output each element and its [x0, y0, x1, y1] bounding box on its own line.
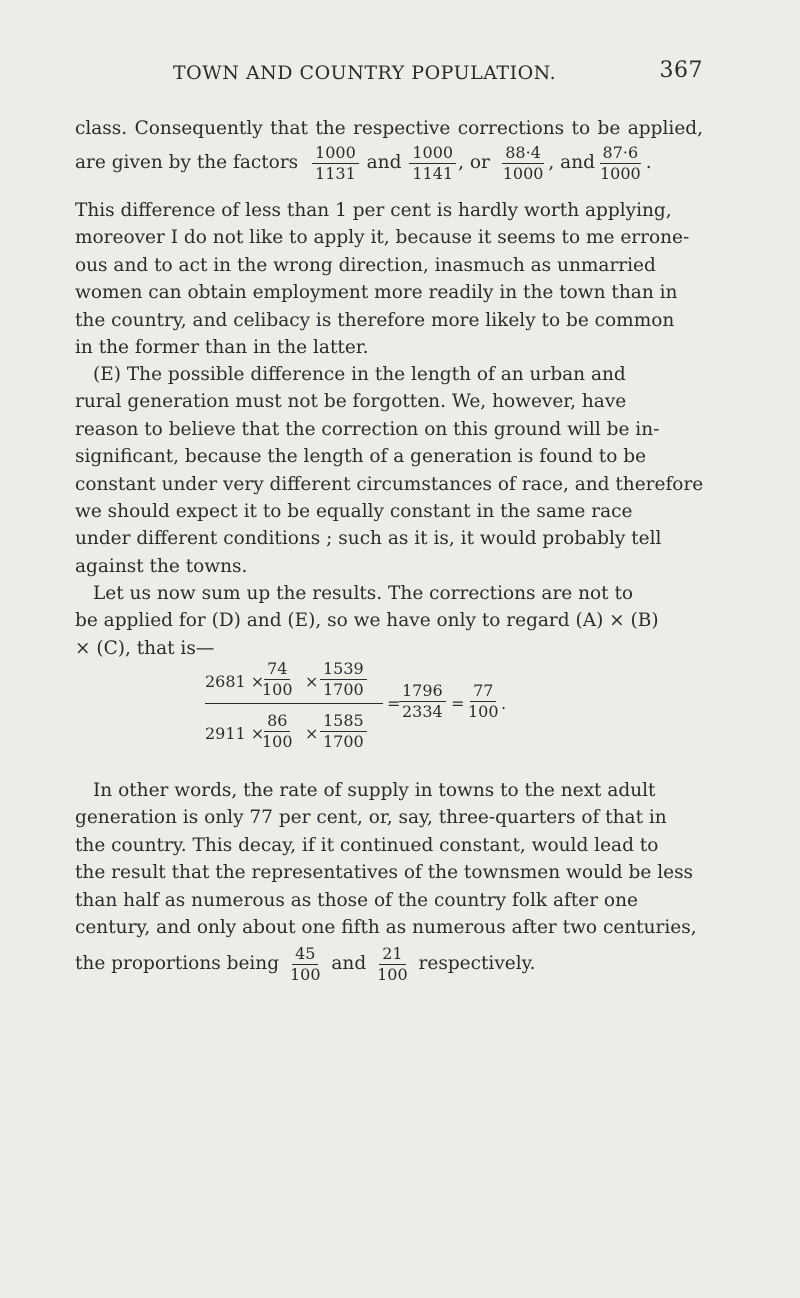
text-line: than half as numerous as those of the country folk after one: [75, 889, 638, 911]
fraction: $\frac{86}{100}$: [262, 711, 293, 751]
text-line: (E) The possible difference in the length of an urban and: [93, 364, 626, 385]
text-line: against the towns.: [75, 555, 248, 577]
text-line: we should expect it to be equally constant in the same race: [75, 500, 633, 522]
page-number: 367: [659, 58, 703, 83]
text-line: reason to believe that the correction on this ground will be in-: [75, 418, 660, 440]
fraction: $\frac{1000}{1131}$: [312, 144, 359, 183]
fraction: $\frac{45}{100}$: [289, 943, 321, 984]
text-line: the result that the representatives of the townsmen would be less: [75, 862, 694, 884]
paragraph-corrections-cont: [75, 197, 703, 361]
text-line: This difference of less than 1 per cent is hardly worth applying,: [75, 200, 672, 221]
fraction: $\frac{1796}{2334}$: [399, 682, 446, 721]
fraction: $\frac{77}{100}$: [468, 681, 499, 721]
text-line: the country, and celibacy is therefore more likely to be common: [75, 309, 675, 331]
text-line: ous and to act in the wrong direction, inasmuch as unmarried: [75, 254, 656, 276]
text-line: women can obtain employment more readily in the town than in: [75, 282, 678, 304]
text-line: significant, because the length of a generation is found to be: [75, 446, 647, 468]
text-line: In other words, the rate of supply in towns to the next adult: [93, 780, 656, 801]
fraction: $\frac{74}{100}$: [262, 659, 293, 699]
paragraph-summary: [75, 580, 703, 662]
text-line: century, and only about one fifth as numerous after two centuries,: [75, 916, 697, 938]
paragraph-conclusion: [75, 777, 703, 941]
equation-block: 2681 × $\frac{74}{100}$ × $\frac{1539}{1700}$ 2911 × $\frac{86}{100}$ × $\frac{1585}{1700}$ = $\frac{1796}{2334}$ = $\frac{77}{100}$ .: [205, 659, 507, 751]
text-line: under different conditions ; such as it is, it would probably tell: [75, 528, 662, 550]
text-line: moreover I do not like to apply it, because it seems to me errone-: [75, 227, 690, 249]
text-line: generation is only 77 per cent, or, say, three-quarters of that in: [75, 807, 667, 829]
fraction: $\frac{88\cdot 4}{1000}$: [502, 142, 544, 183]
fraction: $\frac{87\cdot 6}{1000}$: [599, 142, 641, 183]
fraction: $\frac{1000}{1141}$: [409, 144, 456, 183]
text-line: class. Consequently that the respective corrections to be applied,: [75, 118, 703, 139]
main-fraction-bar: [205, 703, 383, 704]
proportions-line: the proportions being $\frac{45}{100}$ and $\frac{21}{100}$ respectively.: [75, 943, 536, 984]
text-line: × (C), that is—: [75, 637, 215, 659]
fraction: $\frac{1539}{1700}$: [320, 660, 367, 699]
text-line: rural generation must not be forgotten. We, however, have: [75, 391, 627, 413]
text-line: be applied for (D) and (E), so we have only to regard (A) × (B): [75, 610, 659, 632]
text-line: constant under very different circumstances of race, and therefore: [75, 473, 704, 495]
text-line: the country. This decay, if it continued constant, would lead to: [75, 834, 659, 856]
header-title: TOWN AND COUNTRY POPULATION.: [173, 62, 557, 84]
running-header: [75, 58, 703, 88]
text-line: Let us now sum up the results. The corrections are not to: [93, 583, 634, 604]
text-line: in the former than in the latter.: [75, 336, 369, 358]
paragraph-generation-length: [75, 361, 703, 580]
factors-line: are given by the factors $\frac{1000}{1131}$ and $\frac{1000}{1141}$ , or $\frac{88\cdot 4}{1000}$ , and $\frac{87\cdot 6}{1000}$ .: [75, 142, 652, 183]
fraction: $\frac{1585}{1700}$: [320, 712, 367, 751]
fraction: $\frac{21}{100}$: [377, 943, 408, 984]
